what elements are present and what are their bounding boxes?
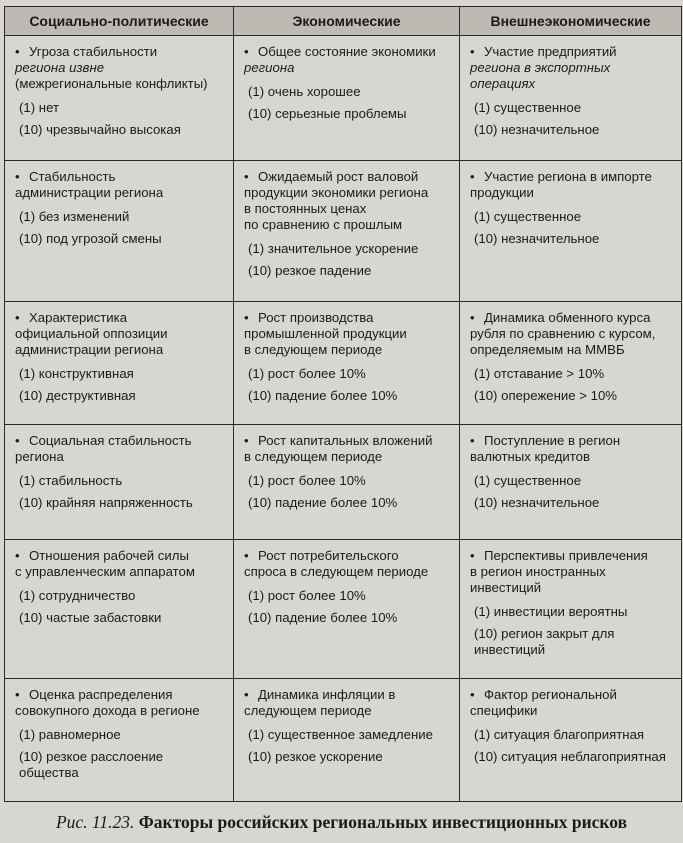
factor-title <box>470 433 675 465</box>
bullet-icon: • <box>15 310 20 326</box>
risk-factor-cell <box>234 36 460 161</box>
bullet-icon: • <box>244 687 249 703</box>
bullet-icon: • <box>470 433 475 449</box>
factor-title <box>244 169 453 233</box>
factor-title-italic: региона в экспортных операциях <box>470 60 611 91</box>
factor-title-line: администрации региона <box>15 184 164 200</box>
factor-title <box>470 548 675 596</box>
bullet-icon: • <box>244 433 249 449</box>
scale-min-option: (1) очень хорошее <box>248 84 361 99</box>
factor-title-line: в постоянных ценах <box>244 200 367 216</box>
scale-max-option: (10) падение более 10% <box>248 495 398 511</box>
scale-min-option: (1) существенное замедление <box>248 727 433 743</box>
scale-min-option: (1) рост более 10% <box>248 473 366 489</box>
factor-title-line: рубля по сравнению с курсом, <box>470 326 656 342</box>
factor-title-line: Характеристика <box>29 310 128 326</box>
factor-title-line: Динамика обменного курса <box>484 310 651 326</box>
table-row <box>5 160 682 301</box>
scale-min-option: (1) сотрудничество <box>19 587 136 603</box>
factor-title-line: Рост производства <box>258 310 374 326</box>
scale-min-option: (1) рост более 10% <box>248 587 366 603</box>
figure-number: Рис. 11.23. <box>55 812 135 832</box>
risk-factor-cell <box>5 302 234 425</box>
factor-title-line: валютных кредитов <box>470 449 590 465</box>
factor-title-line: продукции <box>470 184 534 200</box>
factor-title <box>470 169 675 201</box>
scale-max-option: (10) серьезные проблемы <box>248 106 407 121</box>
risk-factor-cell <box>234 160 460 301</box>
risk-factor-cell <box>234 679 460 802</box>
bullet-icon: • <box>470 687 475 703</box>
figure-caption <box>0 812 683 833</box>
factor-title <box>15 169 227 201</box>
factor-title <box>244 44 453 76</box>
risk-factor-cell <box>460 160 682 301</box>
scale-max-option: (10) незначительное <box>474 230 600 246</box>
factor-title <box>470 44 675 92</box>
factor-title <box>15 310 227 358</box>
scale-min-option: (1) без изменений <box>19 208 130 224</box>
scale-min-option: (1) инвестиции вероятны <box>474 603 628 619</box>
factor-title-line: в следующем периоде <box>244 342 383 358</box>
scale-min-option: (1) существенное <box>474 100 582 115</box>
scale-max-option: (10) резкое падение <box>248 262 372 278</box>
factor-title <box>470 687 675 719</box>
factor-title <box>244 548 453 580</box>
scale-max-option: (10) падение более 10% <box>248 388 398 404</box>
bullet-icon: • <box>15 547 20 563</box>
factor-title-line: в регион иностранных <box>470 563 606 579</box>
scale-max-option: (10) резкое расслоение общества <box>19 749 164 781</box>
factor-title-line: Социальная стабильность <box>29 433 192 449</box>
bullet-icon: • <box>15 687 20 703</box>
factor-title-line: официальной оппозиции <box>15 326 168 342</box>
factor-title-line: Угроза стабильности <box>29 44 158 59</box>
factor-title-line: промышленной продукции <box>244 326 407 342</box>
risk-factors-table <box>4 6 682 802</box>
factor-title-line: Рост потребительского <box>258 547 399 563</box>
scale-max-option: (10) частые забастовки <box>19 609 162 625</box>
bullet-icon: • <box>470 310 475 326</box>
risk-factor-cell <box>5 36 234 161</box>
factor-title <box>244 433 453 465</box>
scale-max-option: (10) падение более 10% <box>248 609 398 625</box>
scale-max-option: (10) крайняя напряженность <box>19 495 193 511</box>
risk-factor-cell <box>460 425 682 540</box>
risk-factor-cell <box>5 425 234 540</box>
factor-title <box>15 433 227 465</box>
bullet-icon: • <box>244 547 249 563</box>
factor-title <box>15 548 227 580</box>
scale-min-option: (1) существенное <box>474 208 582 224</box>
scale-min-option: (1) ситуация благоприятная <box>474 727 645 743</box>
factor-title-line: Фактор региональной <box>484 687 617 703</box>
scale-min-option: (1) стабильность <box>19 473 123 489</box>
scale-min-option: (1) отставание > 10% <box>474 366 605 382</box>
risk-factor-cell <box>5 160 234 301</box>
factor-title-italic: региона извне <box>15 60 105 75</box>
factor-title-line: продукции экономики региона <box>244 184 429 200</box>
scale-min-option: (1) рост более 10% <box>248 366 366 382</box>
factor-title <box>470 310 675 358</box>
factor-title-line: Рост капитальных вложений <box>258 433 433 449</box>
factor-title-line: Оценка распределения <box>29 687 173 703</box>
scale-max-option: (10) опережение > 10% <box>474 388 618 404</box>
bullet-icon: • <box>244 310 249 326</box>
scale-min-option: (1) равномерное <box>19 727 121 743</box>
bullet-icon: • <box>15 433 20 449</box>
factor-title-line: Общее состояние экономики <box>258 44 436 59</box>
scale-max-option: (10) незначительное <box>474 495 600 511</box>
bullet-icon: • <box>244 168 249 184</box>
scale-min-option: (1) существенное <box>474 473 582 489</box>
factor-title-line: следующем периоде <box>244 703 372 719</box>
bullet-icon: • <box>244 44 249 59</box>
risk-factor-cell <box>234 539 460 678</box>
risk-factor-cell <box>460 36 682 161</box>
scale-max-option: (10) деструктивная <box>19 388 136 404</box>
table-row <box>5 539 682 678</box>
factor-title-line: администрации региона <box>15 342 164 358</box>
table-row <box>5 425 682 540</box>
factor-title <box>15 44 227 92</box>
factor-title-line: Отношения рабочей силы <box>29 547 189 563</box>
figure-title: Факторы российских региональных инвестиционных рисков <box>138 812 628 832</box>
column-header: Социально-политические <box>5 7 234 36</box>
factor-title-line: специфики <box>470 703 538 719</box>
header-row <box>5 7 682 36</box>
factor-title <box>15 687 227 719</box>
factor-title-line: совокупного дохода в регионе <box>15 703 200 719</box>
table-row <box>5 36 682 161</box>
scale-max-option: (10) незначительное <box>474 122 600 137</box>
scale-max-option: (10) регион закрыт для инвестиций <box>474 625 615 657</box>
factor-title-line: с управленческим аппаратом <box>15 563 195 579</box>
factor-title-line: региона <box>15 449 64 465</box>
factor-title-line: Стабильность <box>29 168 116 184</box>
factor-title-italic: региона <box>244 60 295 75</box>
factor-title-line: Динамика инфляции в <box>258 687 396 703</box>
factor-title-line: Участие предприятий <box>484 44 617 59</box>
risk-factor-cell <box>234 302 460 425</box>
factor-title <box>244 310 453 358</box>
bullet-icon: • <box>470 168 475 184</box>
risk-factor-cell <box>460 302 682 425</box>
factor-title-line: инвестиций <box>470 579 542 595</box>
scale-min-option: (1) конструктивная <box>19 366 134 382</box>
factor-title-line: определяемым на ММВБ <box>470 342 625 358</box>
bullet-icon: • <box>15 168 20 184</box>
table-row <box>5 302 682 425</box>
bullet-icon: • <box>470 44 475 59</box>
factor-title <box>244 687 453 719</box>
risk-factor-cell <box>460 539 682 678</box>
scale-max-option: (10) под угрозой смены <box>19 230 162 246</box>
factor-title-line: по сравнению с прошлым <box>244 216 403 232</box>
factor-title-line: (межрегиональные конфликты) <box>15 76 208 91</box>
table-row <box>5 679 682 802</box>
factor-title-line: спроса в следующем периоде <box>244 563 429 579</box>
risk-factor-cell <box>460 679 682 802</box>
scale-min-option: (1) нет <box>19 100 59 115</box>
risk-factor-cell <box>234 425 460 540</box>
factor-title-line: Поступление в регион <box>484 433 621 449</box>
column-header: Внешнеэкономические <box>460 7 682 36</box>
factor-title-line: в следующем периоде <box>244 449 383 465</box>
factor-title-line: Перспективы привлечения <box>484 547 648 563</box>
bullet-icon: • <box>15 44 20 59</box>
scale-max-option: (10) резкое ускорение <box>248 749 383 765</box>
column-header: Экономические <box>234 7 460 36</box>
scale-min-option: (1) значительное ускорение <box>248 240 419 256</box>
scale-max-option: (10) чрезвычайно высокая <box>19 122 181 137</box>
risk-factor-cell <box>5 679 234 802</box>
factor-title-line: Участие региона в импорте <box>484 168 652 184</box>
risk-factor-cell <box>5 539 234 678</box>
factor-title-line: Ожидаемый рост валовой <box>258 168 419 184</box>
scale-max-option: (10) ситуация неблагоприятная <box>474 749 666 765</box>
bullet-icon: • <box>470 547 475 563</box>
